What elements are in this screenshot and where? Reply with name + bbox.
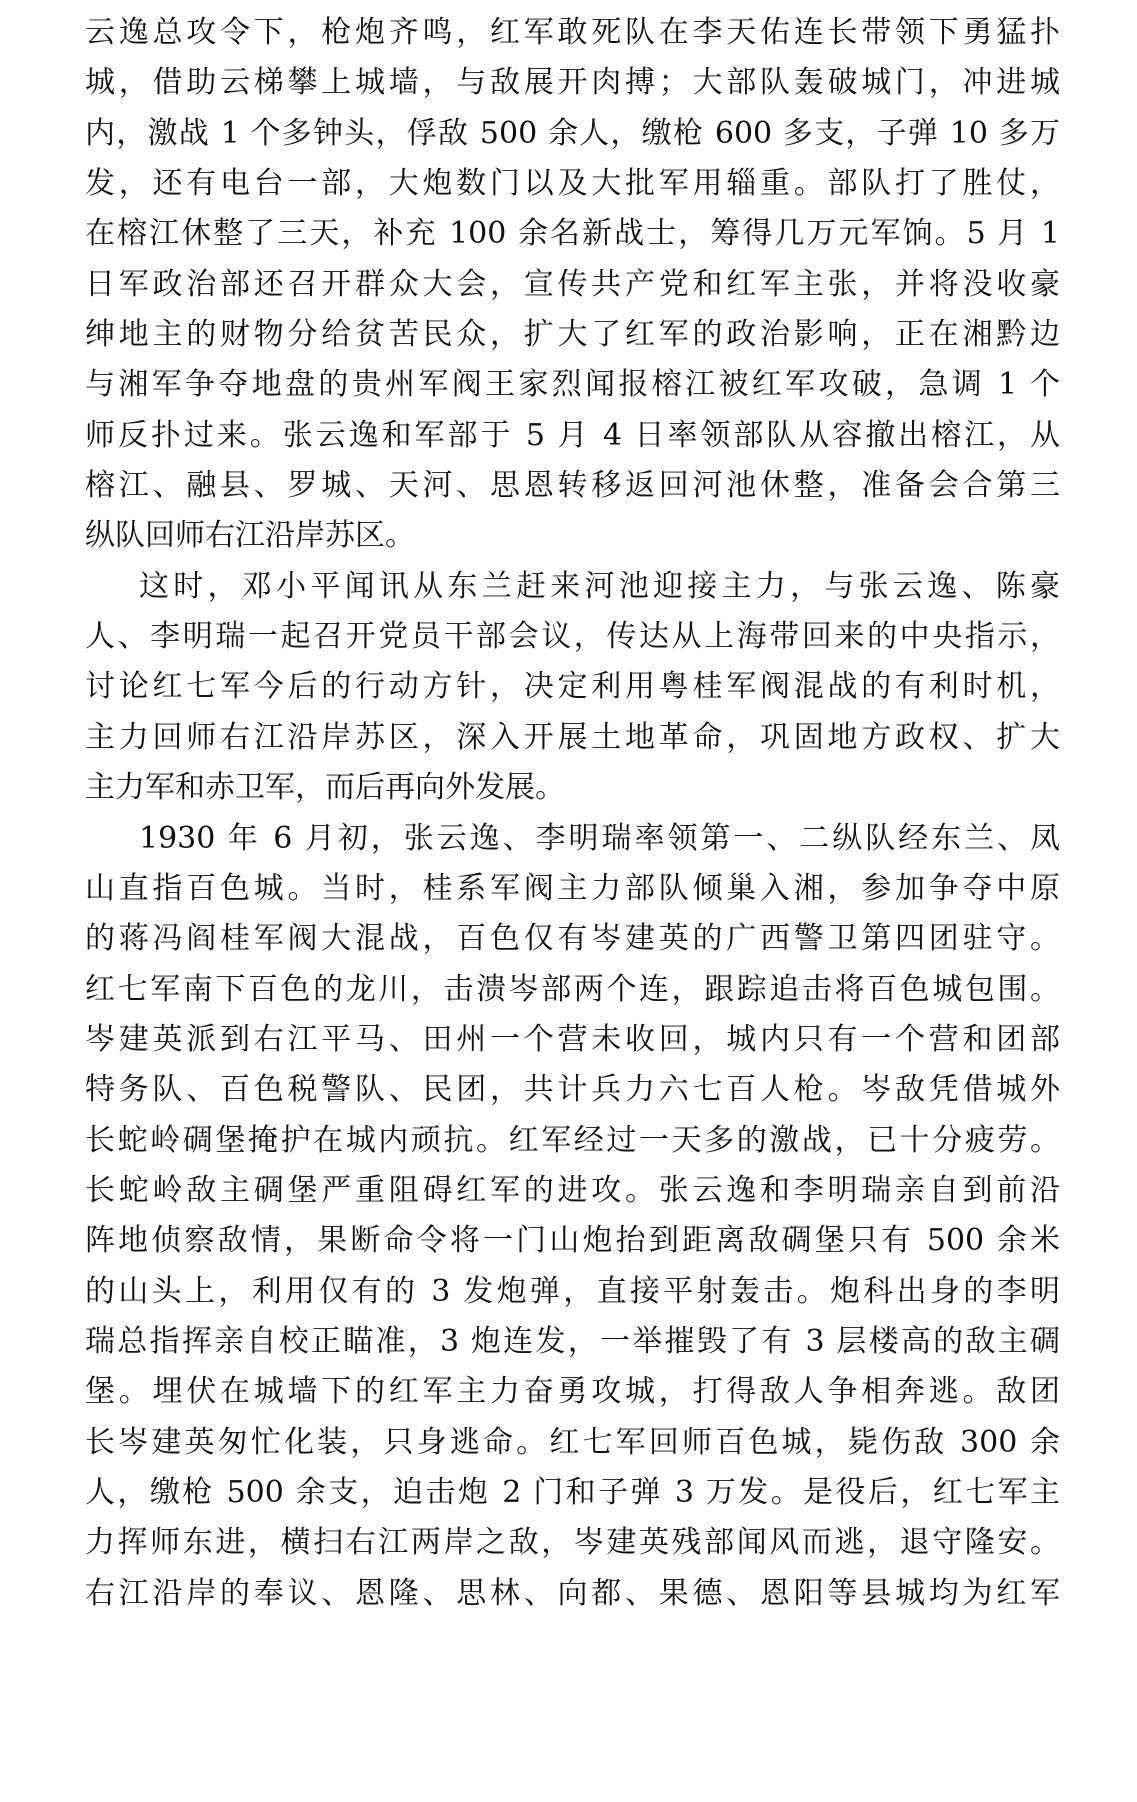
- text-line: 力挥师东进，横扫右江两岸之敌，岑建英残部闻风而逃，退守隆安。: [85, 1525, 1060, 1561]
- text-line: 这时，邓小平闻讯从东兰赶来河池迎接主力，与张云逸、陈豪: [139, 568, 1060, 604]
- paragraph: [85, 814, 1060, 1620]
- text-line: 的蒋冯阎桂军阀大混战，百色仅有岑建英的广西警卫第四团驻守。: [85, 921, 1060, 957]
- text-line: 1930 年 6 月初，张云逸、李明瑞率领第一、二纵队经东兰、凤: [139, 820, 1060, 856]
- text-line: 人，缴枪 500 余支，迫击炮 2 门和子弹 3 万发。是役后，红七军主: [85, 1474, 1060, 1510]
- text-line: 日军政治部还召开群众大会，宣传共产党和红军主张，并将没收豪: [85, 266, 1060, 302]
- text-line: 特务队、百色税警队、民团，共计兵力六七百人枪。岑敌凭借城外: [85, 1072, 1060, 1108]
- text-line: 的山头上，利用仅有的 3 发炮弹，直接平射轰击。炮科出身的李明: [85, 1273, 1060, 1309]
- text-line: 发，还有电台一部，大炮数门以及大批军用辎重。部队打了胜仗，: [85, 166, 1060, 202]
- text-line: 内，激战 1 个多钟头，俘敌 500 余人，缴枪 600 多支，子弹 10 多万: [85, 115, 1060, 151]
- text-line: 云逸总攻令下，枪炮齐鸣，红军敢死队在李天佑连长带领下勇猛扑: [85, 15, 1060, 50]
- text-line: 城，借助云梯攀上城墙，与敌展开肉搏；大部队轰破城门，冲进城: [85, 65, 1060, 101]
- text-line: 师反扑过来。张云逸和军部于 5 月 4 日率领部队从容撤出榕江，从: [85, 417, 1060, 453]
- text-line: 岑建英派到右江平马、田州一个营未收回，城内只有一个营和团部: [85, 1021, 1060, 1057]
- text-line: 长蛇岭敌主碉堡严重阻碍红军的进攻。张云逸和李明瑞亲自到前沿: [85, 1172, 1060, 1208]
- text-line: 纵队回师右江沿岸苏区。: [85, 518, 415, 554]
- text-line: 讨论红七军今后的行动方针，决定利用粤桂军阀混战的有利时机，: [85, 669, 1060, 705]
- text-line: 人、李明瑞一起召开党员干部会议，传达从上海带回来的中央指示，: [85, 619, 1060, 655]
- text-line: 在榕江休整了三天，补充 100 余名新战士，筹得几万元军饷。5 月 1: [85, 216, 1060, 252]
- text-line: 右江沿岸的奉议、恩隆、思林、向都、果德、恩阳等县城均为红军: [85, 1575, 1060, 1611]
- paragraph: [85, 562, 1060, 814]
- text-line: 山直指百色城。当时，桂系军阀主力部队倾巢入湘，参加争夺中原: [85, 870, 1060, 906]
- text-line: 堡。埋伏在城墙下的红军主力奋勇攻城，打得敌人争相奔逃。敌团: [85, 1374, 1060, 1410]
- text-line: 榕江、融县、罗城、天河、思恩转移返回河池休整，准备会合第三: [85, 468, 1060, 504]
- text-line: 主力回师右江沿岸苏区，深入开展土地革命，巩固地方政权、扩大: [85, 719, 1060, 755]
- text-line: 长岑建英匆忙化装，只身逃命。红七军回师百色城，毙伤敌 300 余: [85, 1424, 1060, 1460]
- document-body: [85, 8, 1060, 1619]
- text-line: 长蛇岭碉堡掩护在城内顽抗。红军经过一天多的激战，已十分疲劳。: [85, 1122, 1060, 1158]
- text-line: 阵地侦察敌情，果断命令将一门山炮抬到距离敌碉堡只有 500 余米: [85, 1223, 1060, 1259]
- text-line: 红七军南下百色的龙川，击溃岑部两个连，跟踪追击将百色城包围。: [85, 971, 1060, 1007]
- paragraph: [85, 8, 1060, 562]
- text-line: 与湘军争夺地盘的贵州军阀王家烈闻报榕江被红军攻破，急调 1 个: [85, 367, 1060, 403]
- text-line: 主力军和赤卫军，而后再向外发展。: [85, 770, 565, 806]
- text-line: 瑞总指挥亲自校正瞄准，3 炮连发，一举摧毁了有 3 层楼高的敌主碉: [85, 1323, 1060, 1359]
- text-line: 绅地主的财物分给贫苦民众，扩大了红军的政治影响，正在湘黔边: [85, 317, 1060, 353]
